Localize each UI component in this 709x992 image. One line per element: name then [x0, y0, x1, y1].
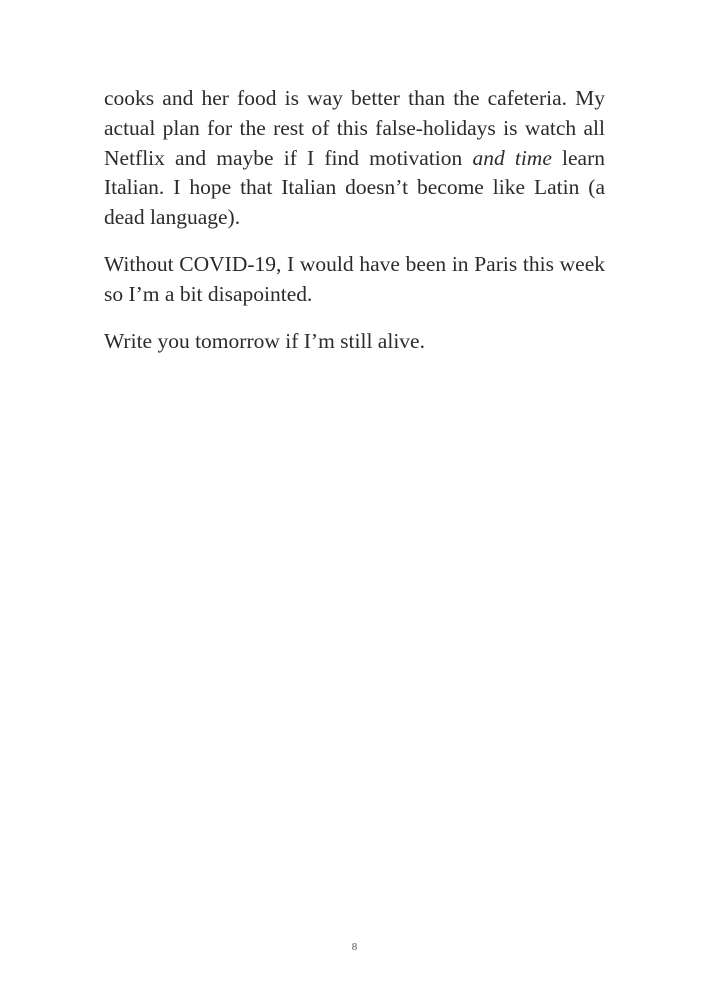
paragraph-2-text: Without COVID-19, I would have been in Paris this week so I’m a bit disapointed. [104, 251, 605, 306]
paragraph-3 [104, 327, 605, 357]
paragraph-1-emphasis: and time [472, 145, 552, 170]
paragraph-2 [104, 250, 605, 310]
paragraph-1 [104, 84, 605, 233]
paragraph-1-text-a: cooks and her food is way better than the cafeteria. My actual plan for the rest of this false-holidays is watch all Netflix and maybe if I find motivation [104, 86, 605, 170]
paragraph-3-text: Write you tomorrow if I’m still alive. [104, 328, 425, 353]
body-text [104, 84, 605, 373]
paragraph-1-text-b: learn Italian. I hope that Italian doesn’t become like Latin (a dead language). [104, 145, 605, 230]
page-number: 8 [351, 941, 358, 953]
